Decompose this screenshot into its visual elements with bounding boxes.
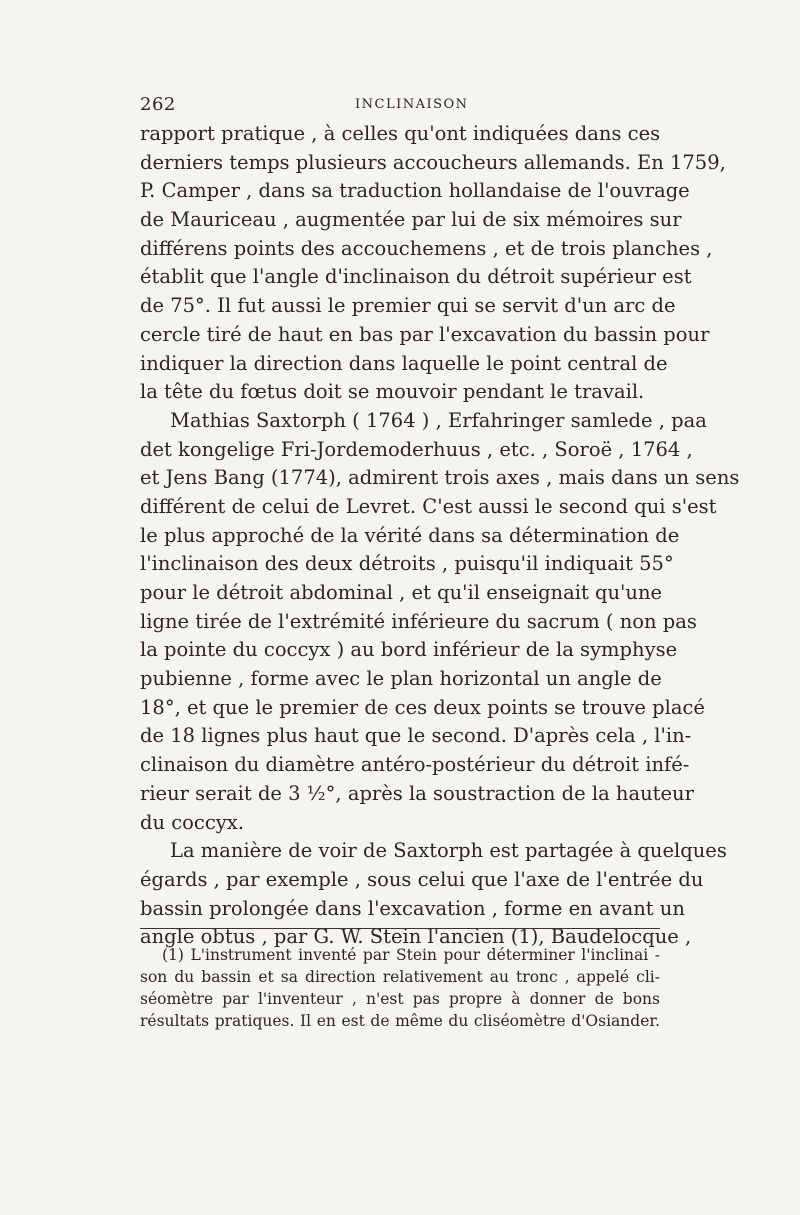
text-line: ligne tirée de l'extrémité inférieure du sacrum ( non pas [140,609,697,633]
text-line: bassin prolongée dans l'excavation , forme en avant un [140,896,685,920]
text-line: P. Camper , dans sa traduction hollandaise de l'ouvrage [140,179,690,203]
text-line: l'inclinaison des deux détroits , puisqu'il indiquait 55° [140,552,674,576]
text-line: différent de celui de Levret. C'est aussi le second qui s'est [140,494,717,518]
footnote-divider [140,928,660,929]
text-line: égards , par exemple , sous celui que l'axe de l'entrée du [140,867,704,891]
text-line: cercle tiré de haut en bas par l'excavation du bassin pour [140,322,710,346]
text-line: la tête du fœtus doit se mouvoir pendant le travail. [140,380,645,404]
footnote-line: séomètre par l'inventeur , n'est pas propre à donner de bons [140,990,660,1008]
text-line: de 75°. Il fut aussi le premier qui se servit d'un arc de [140,294,676,318]
footnotes [140,944,660,1032]
text-line: rieur serait de 3 ½°, après la soustraction de la hauteur [140,781,694,805]
text-line: pour le détroit abdominal , et qu'il enseignait qu'une [140,581,663,604]
text-line: 18°, et que le premier de ces deux points se trouve placé [140,695,705,719]
page-header [140,94,660,118]
text-line: Mathias Saxtorph ( 1764 ) , Erfahringer samlede , paa [170,408,707,432]
text-line: différens points des accouchemens , et de trois planches , [140,236,713,260]
text-line: la pointe du coccyx ) au bord inférieur de la symphyse [140,638,678,662]
text-line: établit que l'angle d'inclinaison du détroit supérieur est [140,265,692,289]
text-line: pubienne , forme avec le plan horizontal un angle de [140,667,662,691]
text-line: rapport pratique , à celles qu'ont indiquées dans ces [140,122,661,145]
footnote-line: résultats pratiques. Il en est de même du cliséomètre d'Osiander. [140,1012,660,1030]
text-line: La manière de voir de Saxtorph est partagée à quelques [170,839,727,863]
text-line: clinaison du diamètre antéro-postérieur du détroit infé- [140,753,690,777]
text-line: le plus approché de la vérité dans sa détermination de [140,523,680,547]
running-title: INCLINAISON [355,97,469,112]
footnote-line: son du bassin et sa direction relativement au tronc , appelé cli- [140,968,660,986]
text-line: de Mauriceau , augmentée par lui de six mémoires sur [140,208,682,232]
text-line: angle obtus , par G. W. Stein l'ancien (1), Baudelocque , [140,925,692,949]
body-text [140,120,740,952]
page-number: 262 [140,94,176,115]
text-line: de 18 lignes plus haut que le second. D'après cela , l'in- [140,724,692,748]
text-line: det kongelige Fri-Jordemoderhuus , etc. , Soroë , 1764 , [140,437,693,461]
text-line: derniers temps plusieurs accoucheurs allemands. En 1759, [140,150,726,174]
text-line: et Jens Bang (1774), admirent trois axes , mais dans un sens [140,466,740,490]
text-line: indiquer la direction dans laquelle le point central de [140,351,668,375]
text-line: du coccyx. [140,810,244,834]
footnote-line: (1) L'instrument inventé par Stein pour déterminer l'inclinai - [162,946,660,964]
